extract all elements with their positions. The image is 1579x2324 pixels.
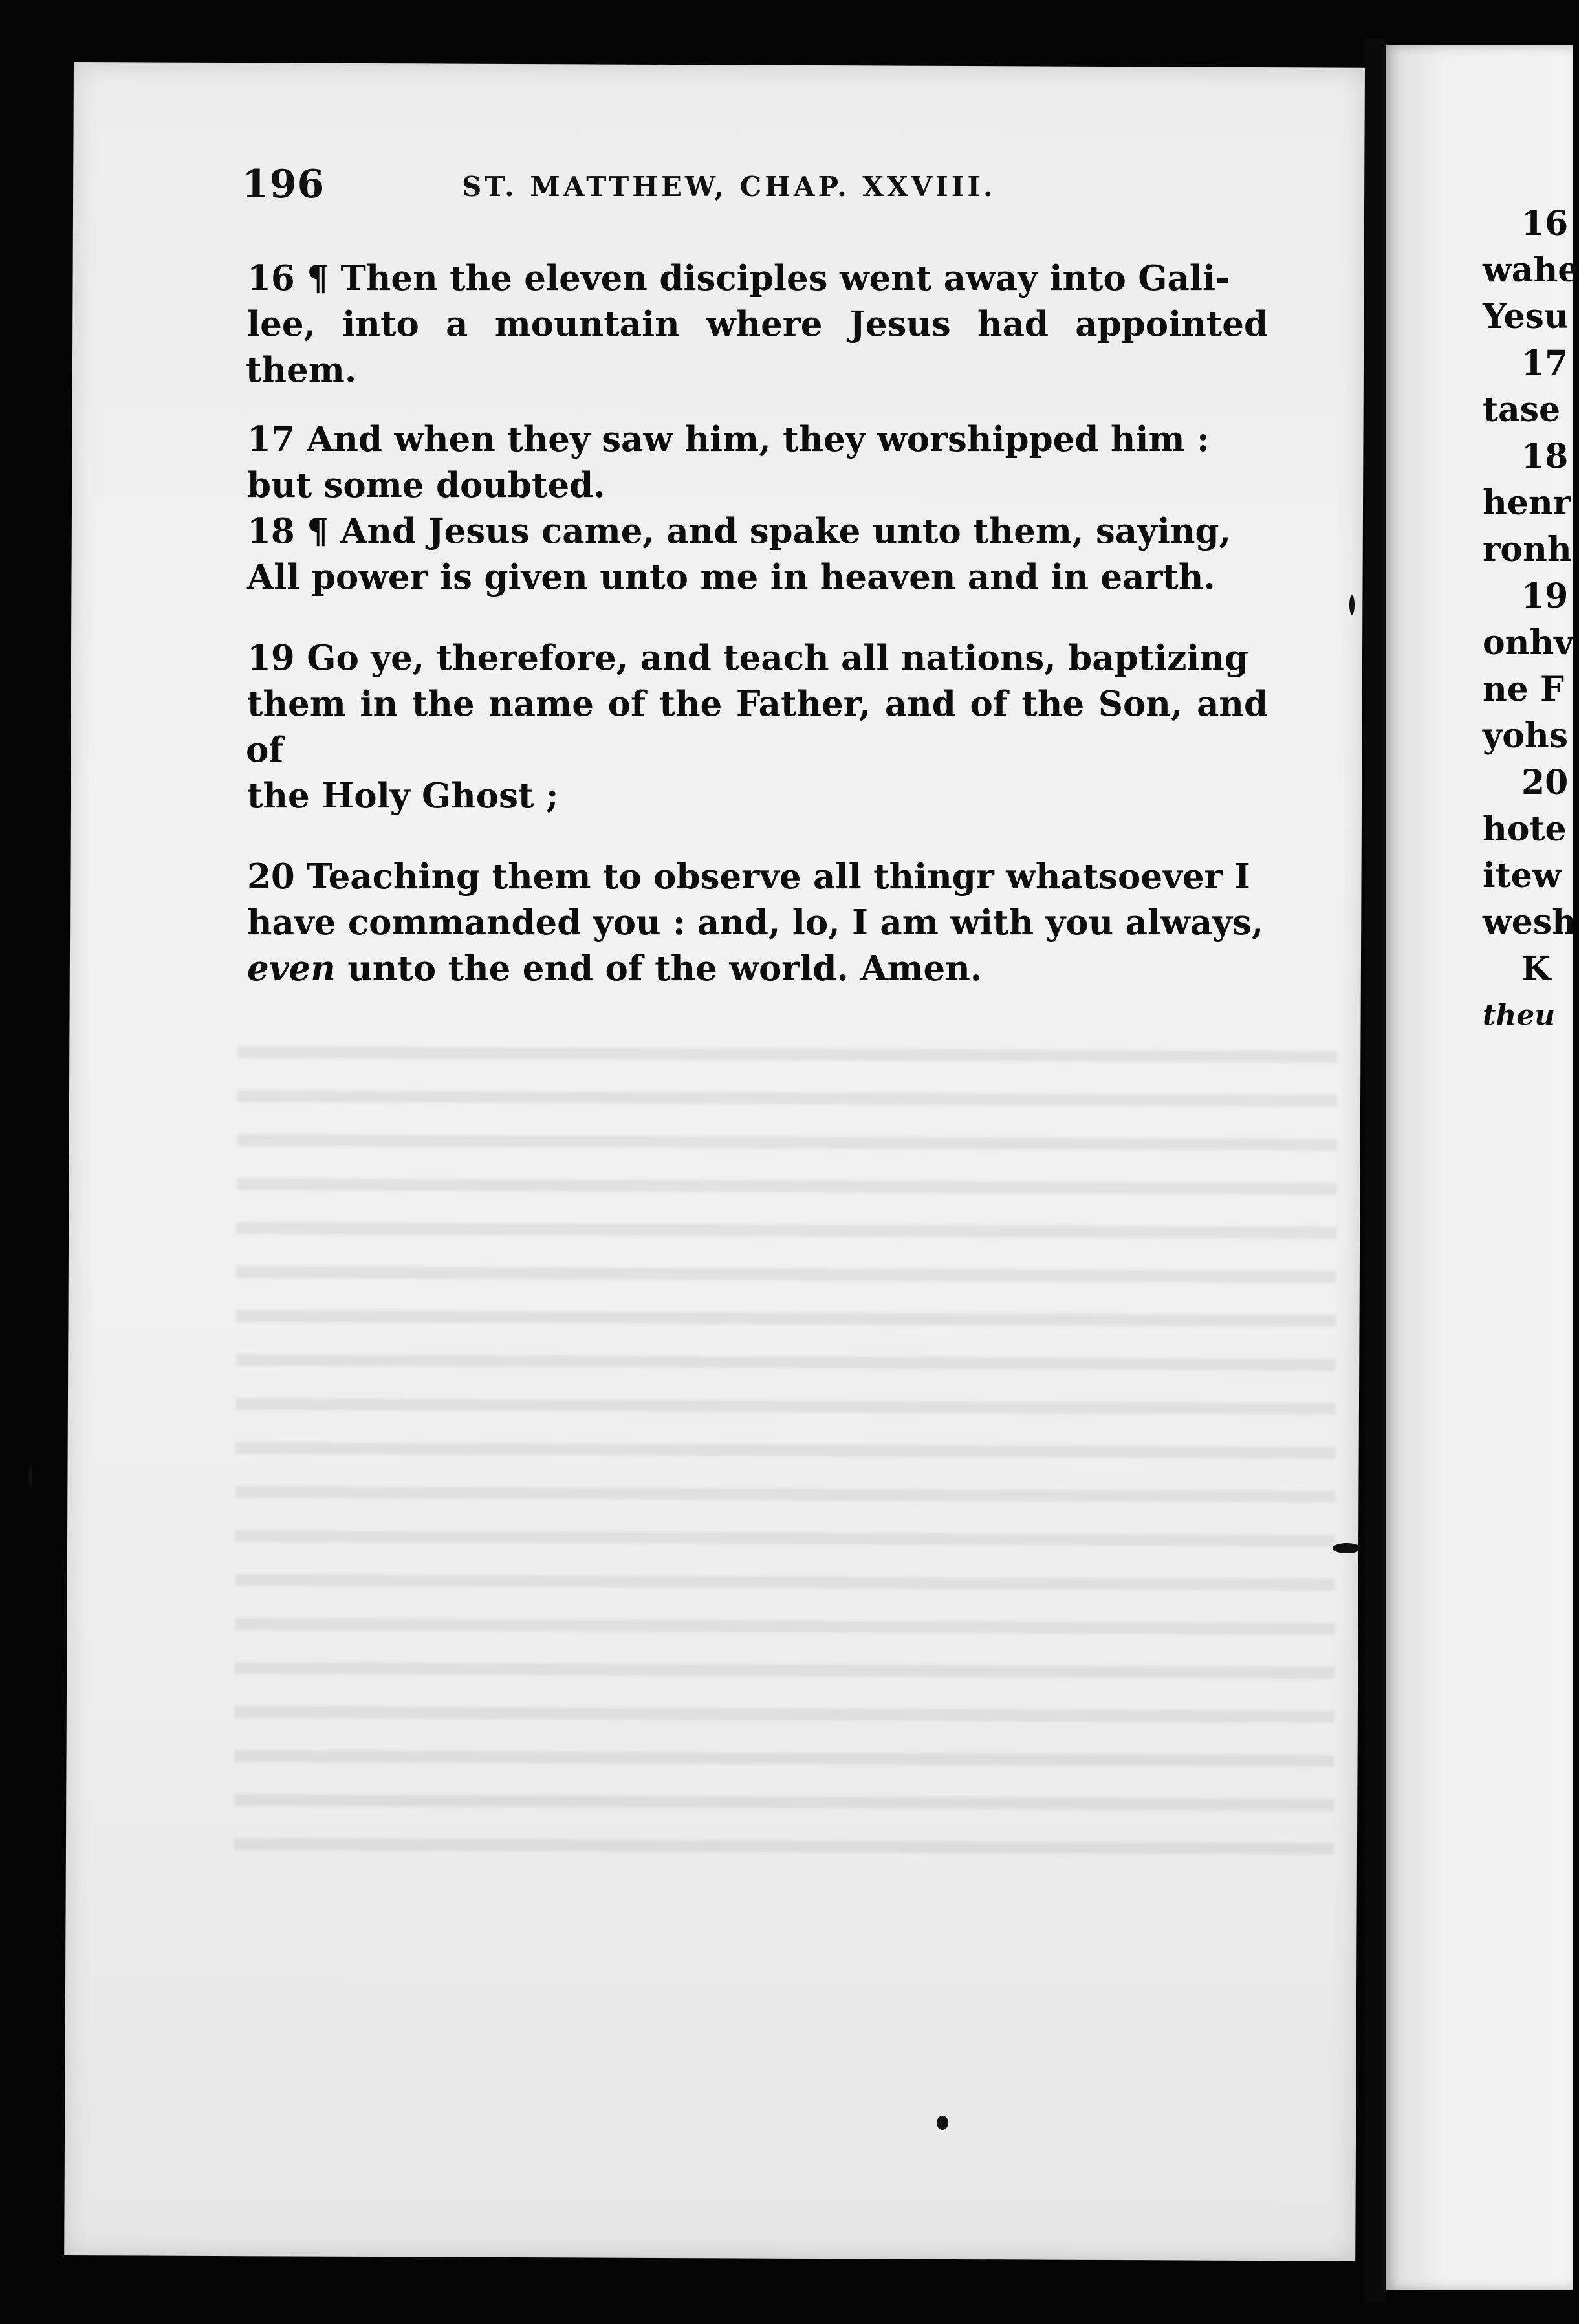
verse-line: 16 ¶ Then the eleven disciples went away into Gali- [247,258,1230,298]
facing-line: henr [1483,483,1571,523]
verse-line: them in the name of the Father, and of the Son, and of [246,684,1268,770]
scripture-text [246,256,1268,1015]
verse-line [246,946,1268,992]
verse-line: 20 Teaching them to observe all thingr whatsoever I [247,857,1250,897]
verse-line-rest: unto the end of the world. Amen. [335,948,983,989]
facing-line: K [1521,949,1551,989]
facing-line: 17 [1521,344,1569,383]
facing-line: 16 [1521,204,1569,243]
verse-line: the Holy Ghost ; [247,776,559,816]
facing-line: wesh [1483,903,1576,942]
facing-line: tase [1483,390,1561,430]
verse-19 [246,635,1268,819]
facing-line: wahe [1483,250,1579,290]
verse-18 [246,509,1268,600]
verse-line: but some doubted. [247,465,605,505]
facing-line: ne F [1483,670,1564,709]
book-gutter [1365,39,1386,2303]
page-number: 196 [242,162,325,207]
facing-line: Yesu [1483,297,1569,336]
verse-20 [246,854,1268,992]
page-header [242,162,1316,214]
facing-page-text [1483,201,1579,1039]
facing-line: 19 [1521,576,1569,616]
verse-line: All power is given unto me in heaven and in earth. [247,557,1215,597]
italic-word: even [247,948,336,989]
facing-line: 20 [1521,763,1569,802]
scan-speck [1333,1543,1361,1553]
verse-line: lee, into a mountain where Jesus had appointed them. [246,304,1268,390]
facing-line: ronh [1483,530,1572,569]
running-head: ST. MATTHEW, CHAP. XXVIII. [462,171,996,203]
facing-line: itew [1483,856,1562,895]
verse-line: 17 And when they saw him, they worshipped him : [247,419,1210,459]
verse-17 [246,417,1268,509]
scan-speck [937,2116,948,2130]
facing-line: 18 [1521,437,1569,476]
facing-line: onhv [1483,623,1574,663]
facing-line: theu [1483,999,1556,1032]
verse-16 [246,256,1268,393]
verse-line: 18 ¶ And Jesus came, and spake unto them, saying, [247,511,1232,551]
scan-speck [1349,595,1355,615]
verse-line: have commanded you : and, lo, I am with you always, [247,903,1264,943]
bleed-through-shadow [234,1020,1338,1866]
verse-line: 19 Go ye, therefore, and teach all nations, baptizing [247,638,1249,678]
facing-line: yohs [1483,716,1568,756]
scan-speck [28,1465,32,1487]
facing-line: hote [1483,809,1567,849]
